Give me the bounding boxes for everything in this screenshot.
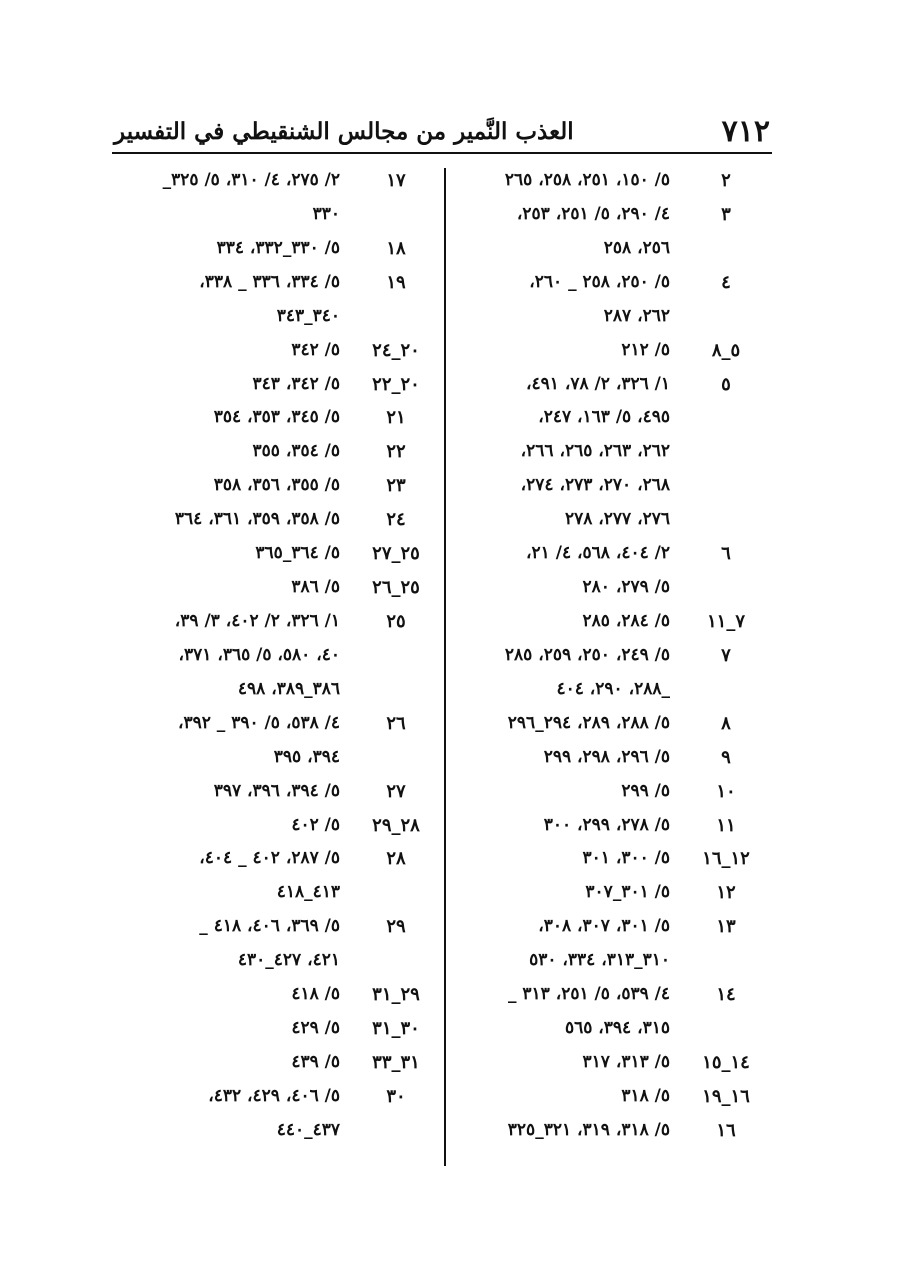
page-references: ٥/ ٢٤٩، ٢٥٠، ٢٥٩، ٢٨٥ [504, 644, 670, 665]
index-entry [442, 982, 772, 1016]
verse-number: ٢٥_٢٧ [372, 543, 420, 565]
page-references: ٥/ ٤٠٢ [291, 814, 340, 835]
index-entry [112, 439, 442, 473]
page-references: ٥/ ٣١٨ [621, 1085, 670, 1106]
page-references: ٥/ ٣٦٤_٣٦٥ [255, 543, 340, 564]
verse-number: ١٤_١٥ [702, 1051, 750, 1073]
index-entry [442, 507, 772, 541]
index-entry [442, 473, 772, 507]
index-entry [442, 372, 772, 406]
book-title: العذب النَّمير من مجالس الشنقيطي في التفسير [114, 118, 574, 145]
page-references: _٢٨٨، ٢٩٠، ٤٠٤ [556, 678, 670, 699]
page-references: ٥/ ٢٧٩، ٢٨٠ [582, 577, 670, 598]
page-references: ٥/ ٢٩٩ [621, 780, 670, 801]
verse-number: ١٤ [716, 984, 736, 1006]
index-entry [442, 304, 772, 338]
page-references: ٥/ ٢٧٨، ٢٩٩، ٣٠٠ [543, 814, 670, 835]
verse-number: ٢٥ [386, 610, 406, 632]
index-entry [442, 677, 772, 711]
page-references: ٥/ ٣٤٢ [291, 339, 340, 360]
verse-number: ٦ [721, 543, 731, 565]
page-references: ٢٥٦، ٢٥٨ [603, 237, 670, 258]
column-divider [444, 168, 446, 1166]
index-entry [442, 338, 772, 372]
page-references: ٥/ ٣٠٠، ٣٠١ [582, 848, 670, 869]
verse-number: ٢١ [386, 407, 406, 429]
index-entry [112, 1084, 442, 1118]
verse-number: ١٢ [716, 882, 736, 904]
page-references: ٥/ ٤٠٦، ٤٢٩، ٤٣٢، [208, 1085, 340, 1106]
verse-number: ٣١_٣٣ [372, 1051, 420, 1073]
verse-number: ١٨ [386, 237, 406, 259]
page-references: ٤٠، ٥٨٠، ٥/ ٣٦٥، ٣٧١، [178, 644, 340, 665]
index-entry [112, 846, 442, 880]
index-entry [442, 779, 772, 813]
verse-number: ٢٥_٢٦ [372, 577, 420, 599]
verse-number: ٢٤ [386, 509, 406, 531]
verse-number: ١١ [716, 814, 736, 836]
page-references: ٥/ ٣٤٥، ٣٥٣، ٣٥٤ [213, 407, 340, 428]
verse-number: ٧_١١ [706, 610, 745, 632]
index-entry [112, 405, 442, 439]
index-entry [442, 270, 772, 304]
index-entry [112, 541, 442, 575]
page-references: ٣٩٤، ٣٩٥ [273, 746, 340, 767]
page-references: ٥/ ١٥٠، ٢٥١، ٢٥٨، ٢٦٥ [504, 170, 670, 190]
verse-number: ٣٠ [386, 1085, 406, 1107]
page-references: ٤/ ٢٩٠، ٥/ ٢٥١، ٢٥٣، [516, 203, 670, 224]
verse-number: ١٣ [716, 916, 736, 938]
page-references: ٢٧٦، ٢٧٧، ٢٧٨ [564, 509, 670, 530]
verse-number: ٢٧ [386, 780, 406, 802]
page-references: ١/ ٣٢٦، ٢/ ٧٨، ٤٩١، [526, 373, 670, 394]
page-references: ٥/ ٢٨٧، ٤٠٢ _ ٤٠٤، [199, 848, 340, 869]
verse-number: ٢٢ [386, 441, 406, 463]
index-entry [442, 1118, 772, 1152]
index-entry [442, 541, 772, 575]
index-entry [112, 1016, 442, 1050]
page-references: ٥/ ٣٣٠_٣٣٢، ٣٣٤ [216, 237, 340, 258]
index-entry [442, 575, 772, 609]
index-column-right [442, 168, 772, 1152]
index-entry [442, 609, 772, 643]
index-entry [442, 846, 772, 880]
index-entry [442, 948, 772, 982]
page-references: ٣٤٠_٣٤٣ [276, 305, 340, 326]
page-references: ٥/ ٢٥٠، ٢٥٨ _ ٢٦٠، [529, 271, 670, 292]
index-entry [112, 609, 442, 643]
page-references: ٣٣٠ [312, 203, 340, 224]
index-entry [112, 338, 442, 372]
verse-number: ٢٠_٢٤ [372, 339, 420, 361]
index-entry [112, 575, 442, 609]
verse-number: ٧ [721, 644, 731, 666]
index-entry [112, 270, 442, 304]
page-references: ٥/ ٢٨٤، ٢٨٥ [582, 610, 670, 631]
index-entry [112, 880, 442, 914]
page-references: ٥/ ٣٥٨، ٣٥٩، ٣٦١، ٣٦٤ [174, 509, 340, 530]
verse-number: ٣ [721, 203, 731, 225]
page-references: ٥/ ٣٩٤، ٣٩٦، ٣٩٧ [213, 780, 340, 801]
page-references: ٥/ ٣٠١_٣٠٧ [585, 882, 670, 903]
page-references: ٥/ ٣١٨، ٣١٩، ٣٢١_٣٢٥ [507, 1119, 670, 1140]
index-entry [442, 1050, 772, 1084]
page-number: ٧١٢ [721, 114, 770, 149]
page-references: ٥/ ٣٨٦ [291, 577, 340, 598]
index-entry [112, 1050, 442, 1084]
index-entry [442, 745, 772, 779]
verse-number: ٢٩_٣١ [372, 984, 420, 1006]
page-references: ٤/ ٥٣٨، ٥/ ٣٩٠ _ ٣٩٢، [177, 712, 340, 733]
page-references: ٥/ ٣٥٤، ٣٥٥ [252, 441, 340, 462]
index-entry [112, 507, 442, 541]
index-entry [442, 202, 772, 236]
page-references: ١/ ٣٢٦، ٢/ ٤٠٢، ٣/ ٣٩، [174, 610, 340, 631]
verse-number: ٢٩ [386, 916, 406, 938]
page-references: ٥/ ٢٨٨، ٢٨٩، ٢٩٤_٢٩٦ [507, 712, 670, 733]
verse-number: ٩ [721, 746, 731, 768]
page-references: ٥/ ٢٩٦، ٢٩٨، ٢٩٩ [543, 746, 670, 767]
page-references: ٣١٠_٣١٣، ٣٣٤، ٥٣٠ [529, 950, 670, 971]
page-references: ٢٦٨، ٢٧٠، ٢٧٣، ٢٧٤، [520, 475, 670, 496]
index-entry [442, 236, 772, 270]
page-references: ٤١٣_٤١٨ [276, 882, 340, 903]
page-references: ٣١٥، ٣٩٤، ٥٦٥ [564, 1018, 670, 1039]
index-entry [442, 813, 772, 847]
page-references: ٤/ ٥٣٩، ٥/ ٢٥١، ٣١٣ _ [507, 984, 670, 1005]
verse-number: ١٦_١٩ [702, 1085, 750, 1107]
index-entry [112, 813, 442, 847]
page-references: ٥/ ٤١٨ [291, 984, 340, 1005]
index-entry [112, 372, 442, 406]
index-entry [442, 168, 772, 202]
index-entry [112, 677, 442, 711]
verse-number: ٢٣ [386, 475, 406, 497]
verse-number: ٢ [721, 170, 731, 191]
page-references: ٥/ ٢١٢ [621, 339, 670, 360]
verse-number: ٤ [721, 271, 731, 293]
verse-number: ١٦ [716, 1119, 736, 1141]
verse-number: ٣٠_٣١ [372, 1018, 420, 1040]
index-entry [112, 982, 442, 1016]
page-references: ٥/ ٣٠١، ٣٠٧، ٣٠٨، [538, 916, 670, 937]
verse-number: ٥_٨ [711, 339, 741, 361]
index-column-left [112, 168, 442, 1152]
index-entry [442, 711, 772, 745]
index-entry [112, 643, 442, 677]
verse-number: ٢٨ [386, 848, 406, 870]
verse-number: ١٩ [386, 271, 406, 293]
index-entry [442, 914, 772, 948]
page-references: ٣٨٦_٣٨٩، ٤٩٨ [237, 678, 340, 699]
page-references: ٥/ ٤٢٩ [291, 1018, 340, 1039]
page-references: ٥/ ٣٦٩، ٤٠٦، ٤١٨ _ [199, 916, 340, 937]
page-references: ٥/ ٣٤٢، ٣٤٣ [252, 373, 340, 394]
index-entry [112, 711, 442, 745]
page-references: ٤٢١، ٤٢٧_٤٣٠ [237, 950, 340, 971]
page-references: ٤٣٧_٤٤٠ [276, 1119, 340, 1140]
index-entry [112, 948, 442, 982]
page-references: ٥/ ٣٣٤، ٣٣٦ _ ٣٣٨، [199, 271, 340, 292]
running-header [112, 110, 772, 154]
verse-number: ٢٦ [386, 712, 406, 734]
index-entry [442, 405, 772, 439]
index-entry [442, 1016, 772, 1050]
verse-number: ٨ [721, 712, 731, 734]
page-references: ٤٩٥، ٥/ ١٦٣، ٢٤٧، [538, 407, 670, 428]
index-entry [112, 779, 442, 813]
page-references: ٢٦٢، ٢٨٧ [603, 305, 670, 326]
index-entry [442, 880, 772, 914]
verse-number: ١٧ [386, 170, 406, 191]
index-entry [442, 439, 772, 473]
index-entry [112, 168, 442, 202]
page-references: ٢٦٢، ٢٦٣، ٢٦٥، ٢٦٦، [520, 441, 670, 462]
verse-number: ١٠ [716, 780, 736, 802]
index-entry [112, 473, 442, 507]
page-references: ٥/ ٣٥٥، ٣٥٦، ٣٥٨ [213, 475, 340, 496]
verse-number: ٢٨_٢٩ [372, 814, 420, 836]
page-references: ٢/ ٢٧٥، ٤/ ٣١٠، ٥/ ٣٢٥_ [162, 170, 340, 190]
index-entry [112, 1118, 442, 1152]
page-references: ٢/ ٤٠٤، ٥٦٨، ٤/ ٢١، [526, 543, 670, 564]
verse-number: ٢٠_٢٢ [372, 373, 420, 395]
index-entry [112, 236, 442, 270]
index-entry [112, 304, 442, 338]
index-entry [112, 745, 442, 779]
verse-number: ١٢_١٦ [702, 848, 750, 870]
index-entry [442, 643, 772, 677]
page-references: ٥/ ٣١٣، ٣١٧ [582, 1051, 670, 1072]
page-references: ٥/ ٤٣٩ [291, 1051, 340, 1072]
index-entry [442, 1084, 772, 1118]
index-entry [112, 914, 442, 948]
verse-number: ٥ [721, 373, 731, 395]
index-entry [112, 202, 442, 236]
